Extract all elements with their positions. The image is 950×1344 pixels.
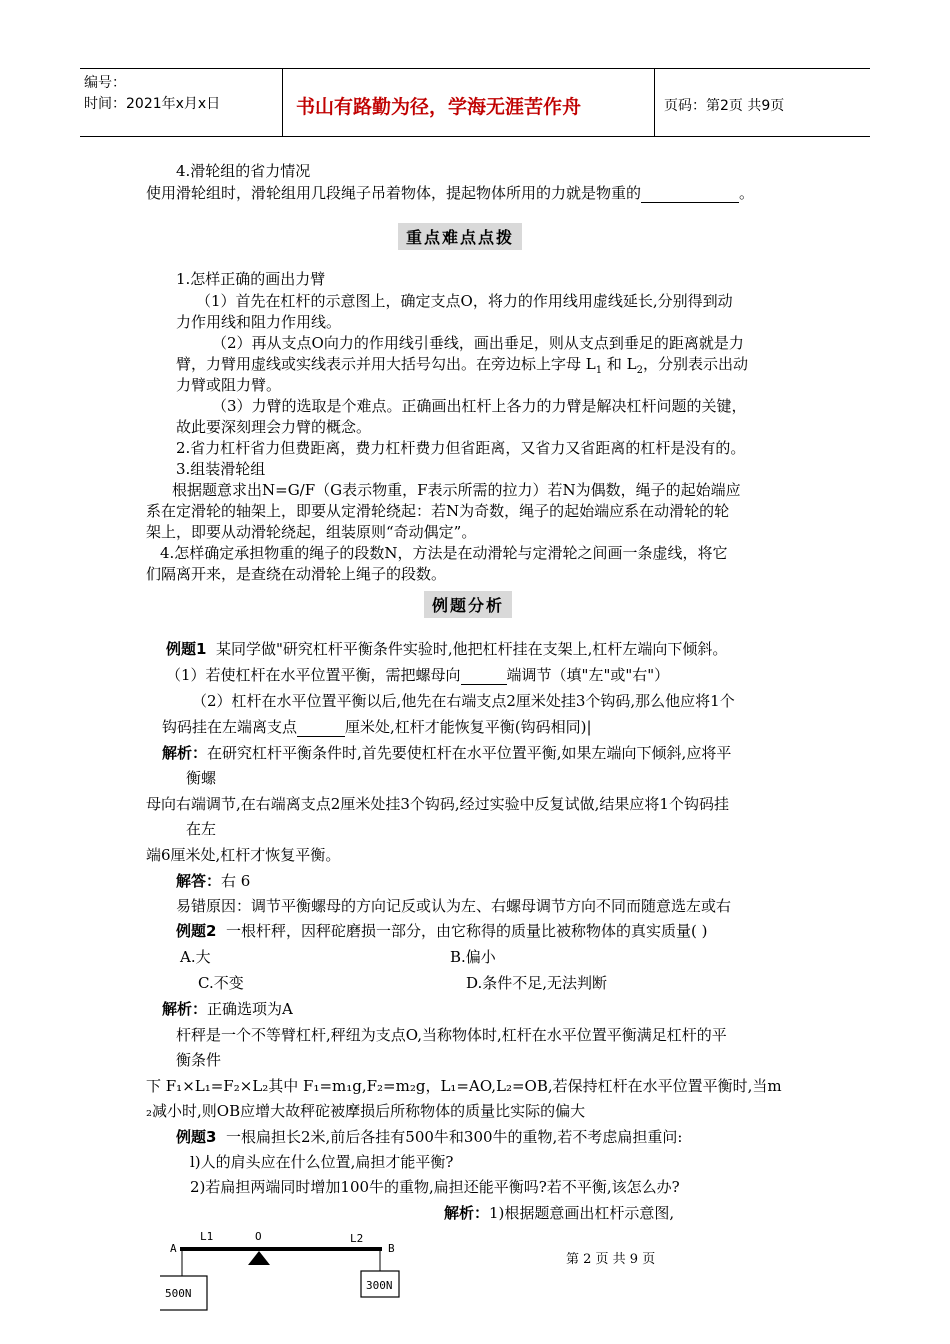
ex1-q1: （1）若使杠杆在水平位置平衡，需把螺母向 端调节（填"左"或"右"） (166, 666, 670, 684)
answer-label: 解答： (176, 872, 222, 890)
header-date: 时间：2021年x月x日 (84, 96, 221, 112)
answer-blank[interactable] (641, 184, 739, 203)
s1-p4-2: 们隔离开来，是查绕在动滑轮上绳子的段数。 (146, 565, 447, 583)
section-heading-examples: 例题分析 (424, 591, 512, 618)
fulcrum (248, 1251, 270, 1265)
header-top-line (80, 68, 870, 69)
s1-p1-c2: 故此要深刻理会力臂的概念。 (176, 418, 372, 436)
analysis-label: 解析： (444, 1204, 490, 1222)
ex1-analysis-3: 母向右端调节,在右端离支点2厘米处挂3个钩码,经过实验中反复试做,结果应将1个钩码挂 (146, 795, 729, 813)
label-a: A (170, 1242, 177, 1255)
ex1-analysis-2: 衡螺 (186, 769, 217, 787)
ex2-option-a: A.大 (180, 948, 211, 966)
ex2-explain-3: 下 F₁×L₁=F₂×L₂其中 F₁=m₁g,F₂=m₂g，L₁=AO,L₂=OB,若保持杠杆在水平位置平衡时,当m (146, 1077, 782, 1095)
ex1-label: 例题1 (166, 640, 207, 658)
ex2-option-b: B.偏小 (450, 948, 496, 966)
analysis-label: 解析： (162, 744, 208, 762)
section-heading-key-points: 重点难点点拨 (398, 223, 522, 250)
ex2-explain-2: 衡条件 (176, 1051, 222, 1069)
label-b: B (388, 1242, 395, 1255)
header-divider-right (654, 68, 655, 136)
ex3-question: 例题3 一根扁担长2米,前后各挂有500牛和300牛的重物,若不考虑扁担重问: (176, 1128, 683, 1146)
s1-p3-3: 架上，即要从动滑轮绕起，组装原则“奇动偶定”。 (146, 523, 477, 541)
s1-p1-a2: 力作用线和阻力作用线。 (176, 313, 342, 331)
ex3-q2: 2)若扁担两端同时增加100牛的重物,扁担还能平衡吗?若不平衡,该怎么办? (190, 1178, 680, 1196)
s1-p1-title: 1.怎样正确的画出力臂 (176, 270, 326, 288)
label-l1: L1 (200, 1230, 214, 1243)
lever-diagram (160, 1225, 420, 1325)
header-divider-left (282, 68, 283, 136)
s1-p1-b1: （2）再从支点O向力的作用线引垂线，画出垂足，则从支点到垂足的距离就是力 (212, 334, 744, 352)
ex2-explain-1: 杆秤是一个不等臂杠杆,秤纽为支点O,当称物体时,杠杆在水平位置平衡满足杠杆的平 (176, 1026, 727, 1044)
ex1-answer: 解答：右 6 (176, 872, 251, 890)
ex1-q2-line2: 钩码挂在左端离支点 厘米处,杠杆才能恢复平衡(钩码相同)| (162, 718, 592, 736)
s1-p3-title: 3.组装滑轮组 (176, 460, 266, 478)
s1-p3-1: 根据题意求出N=G/F（G表示物重，F表示所需的拉力）若N为偶数，绳子的起始端应 (172, 481, 741, 499)
ex2-option-d: D.条件不足,无法判断 (466, 974, 608, 992)
answer-blank[interactable] (461, 666, 507, 685)
answer-blank[interactable] (297, 718, 345, 737)
ex2-analysis: 解析：正确选项为A (162, 1000, 293, 1018)
ex1-analysis-1: 解析：在研究杠杆平衡条件时,首先要使杠杆在水平位置平衡,如果左端向下倾斜,应将平 (162, 744, 732, 762)
ex1-error-reason: 易错原因：调节平衡螺母的方向记反或认为左、右螺母调节方向不同而随意选左或右 (176, 897, 732, 915)
label-l2: L2 (350, 1232, 364, 1245)
header-page-label: 页码：第2页 共9页 (664, 98, 785, 114)
intro-item4-title: 4.滑轮组的省力情况 (176, 162, 311, 180)
ex1-question: 例题1 某同学做"研究杠杆平衡条件实验时,他把杠杆挂在支架上,杠杆左端向下倾斜。 (166, 640, 728, 658)
ex1-analysis-4: 在左 (186, 820, 217, 838)
footer-page-number: 第 2 页 共 9 页 (566, 1252, 656, 1267)
ex2-label: 例题2 (176, 922, 217, 940)
weight-left-label: 500N (165, 1287, 192, 1300)
ex2-option-c: C.不变 (198, 974, 244, 992)
intro-item4-text: 使用滑轮组时，滑轮组用几段绳子吊着物体，提起物体所用的力就是物重的 。 (146, 184, 755, 202)
analysis-label: 解析： (162, 1000, 208, 1018)
s1-p1-c1: （3）力臂的选取是个难点。正确画出杠杆上各力的力臂是解决杠杆问题的关键， (212, 397, 747, 415)
s1-p1-a1: （1）首先在杠杆的示意图上，确定支点O，将力的作用线用虚线延长,分别得到动 (196, 292, 733, 310)
s1-p1-b3: 力臂或阻力臂。 (176, 376, 282, 394)
label-o: O (255, 1230, 262, 1243)
ex3-analysis: 解析：1)根据题意画出杠杆示意图, (444, 1204, 675, 1222)
s1-p3-2: 系在定滑轮的轴架上，即要从定滑轮绕起：若N为奇数，绳子的起始端应系在动滑轮的轮 (146, 502, 730, 520)
s1-p4-1: 4.怎样确定承担物重的绳子的段数N，方法是在动滑轮与定滑轮之间画一条虚线，将它 (160, 544, 728, 562)
s1-p2: 2.省力杠杆省力但费距离，费力杠杆费力但省距离，又省力又省距离的杠杆是没有的。 (176, 439, 746, 457)
ex1-analysis-5: 端6厘米处,杠杆才恢复平衡。 (146, 846, 341, 864)
ex1-q2-line1: （2）杠杆在水平位置平衡以后,他先在右端支点2厘米处挂3个钩码,那么他应将1个 (192, 692, 735, 710)
ex2-explain-4: ₂减小时,则OB应增大故秤砣被摩损后所称物体的质量比实际的偏大 (146, 1102, 586, 1120)
ex3-q1: l)人的肩头应在什么位置,扁担才能平衡? (190, 1153, 454, 1171)
ex2-question: 例题2 一根杆秤，因秤砣磨损一部分，由它称得的质量比被称物体的真实质量( ) (176, 922, 708, 940)
ex3-label: 例题3 (176, 1128, 217, 1146)
header-code-label: 编号： (84, 75, 126, 91)
header-motto: 书山有路勤为径，学海无涯苦作舟 (296, 96, 582, 118)
s1-p1-b2: 臂，力臂用虚线或实线表示并用大括号勾出。在旁边标上字母 $L_1$ 和 $L_2$，分别表示出动 (176, 355, 748, 376)
header-bottom-line (80, 136, 870, 137)
weight-right-label: 300N (366, 1279, 393, 1292)
